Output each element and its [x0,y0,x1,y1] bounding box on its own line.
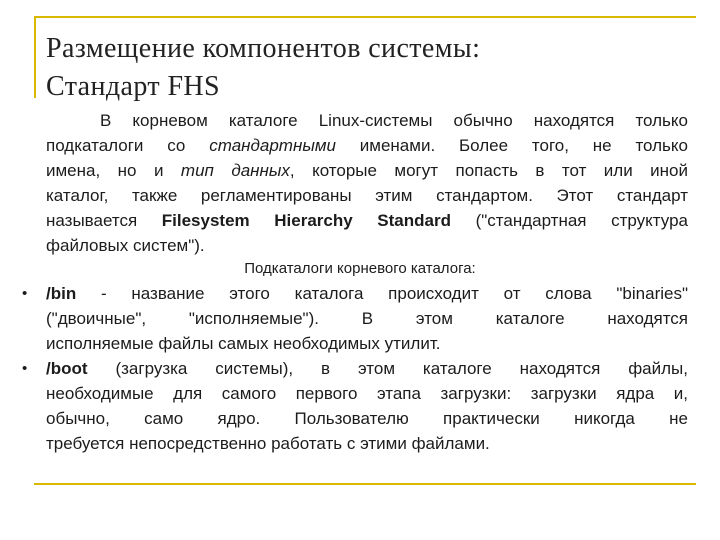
bullet-line: требуется непосредственно работать с этими файлами. [46,434,490,453]
intro-paragraph [46,108,688,258]
bullet-term: /bin [46,284,77,303]
bullet-icon: • [22,285,28,302]
intro-line [46,158,688,183]
bullet-item-boot [18,356,688,456]
intro-text: именами. Более того, не только [335,136,688,155]
intro-text: , которые могут попасть в тот или иной [289,161,688,180]
bullet-line [46,281,688,306]
bullet-term: /boot [46,359,88,378]
intro-italic-text: стандартными [209,136,336,155]
intro-text: В корневом каталоге Linux-системы обычно находятся только [100,111,688,130]
intro-line [46,208,688,233]
bullet-line: обычно, само ядро. Пользователю практически никогда не [46,409,688,428]
bullet-line: ("двоичные", "исполняемые"). В этом каталоге находятся [46,309,688,328]
bullet-icon: • [22,360,28,377]
bullet-line [46,356,688,381]
top-decorative-line [34,16,696,18]
intro-text: имена, но и [46,161,181,180]
slide-title [46,30,686,106]
bullet-list [18,281,688,456]
intro-text: файловых систем"). [46,236,205,255]
intro-text: подкаталоги со [46,136,210,155]
intro-text: каталог, также регламентированы этим стандартом. Этот стандарт [46,186,688,205]
intro-text: называется [46,211,162,230]
intro-line [46,133,688,158]
intro-italic-text: тип данных [180,161,290,180]
title-line-1: Размещение компонентов системы: [46,33,481,64]
intro-line [46,183,688,208]
intro-line [46,233,688,258]
bullet-line: необходимые для самого первого этапа загрузки: загрузки ядра и, [46,384,688,403]
intro-line [46,108,688,133]
bullet-line: исполняемые файлы самых необходимых утилит. [46,334,441,353]
intro-bold-text: Filesystem Hierarchy Standard [161,211,451,230]
left-decorative-line [34,16,36,98]
title-line-2: Стандарт FHS [46,71,221,102]
subdirectories-heading: Подкаталоги корневого каталога: [244,260,476,277]
intro-text: ("стандартная структура [450,211,688,230]
bullet-text: (загрузка системы), в этом каталоге находятся файлы, [87,359,688,378]
bottom-decorative-line [34,483,696,485]
bullet-text: - название этого каталога происходит от слова "binaries" [76,284,688,303]
bullet-item-bin [18,281,688,356]
